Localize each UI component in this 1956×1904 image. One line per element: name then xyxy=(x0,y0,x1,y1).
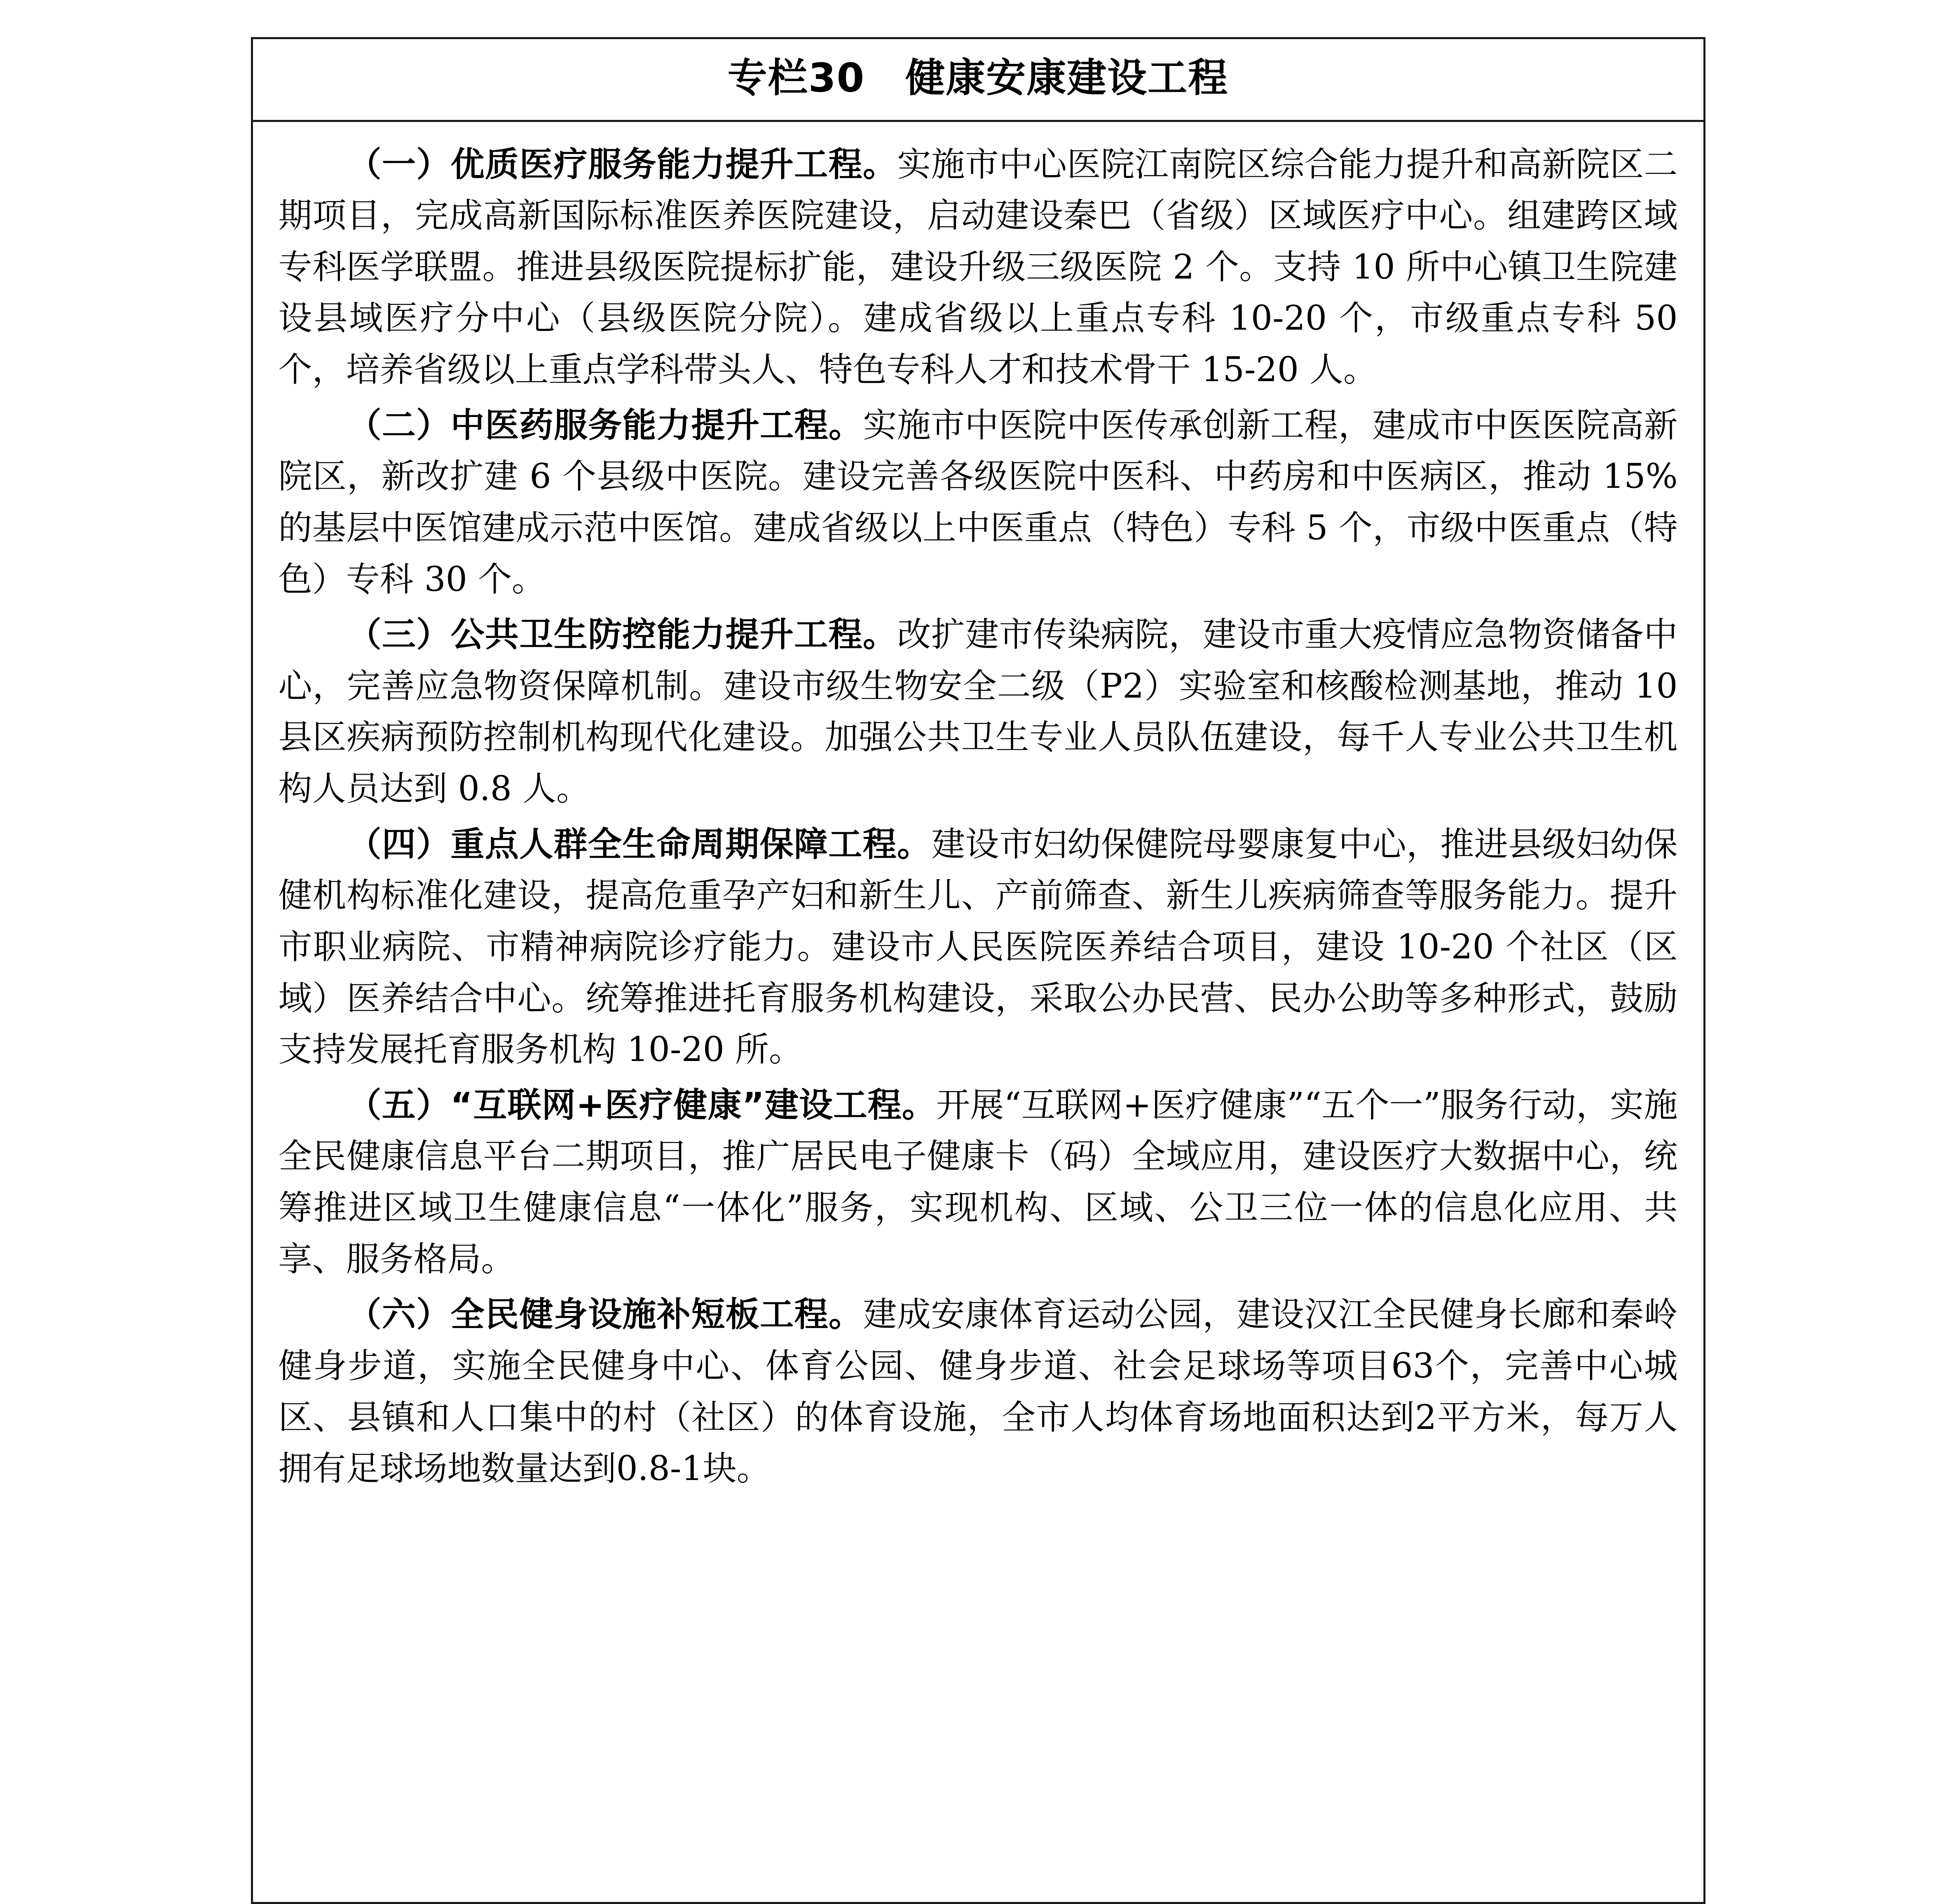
feature-box xyxy=(251,37,1705,1904)
paragraph-item xyxy=(279,1289,1678,1495)
paragraph-text: 实施市中心医院江南院区综合能力提升和高新院区二期项目，完成高新国际标准医养医院建设，启动建设秦巴（省级）区域医疗中心。组建跨区域专科医学联盟。推进县级医院提标扩能，建设升级三级医院 2 个。支持 10 所中心镇卫生院建设县域医疗分中心（县级医院分院）。建成省级以上重点专科 10-20 个，市级重点专科 50 个，培养省级以上重点学科带头人、特色专科人才和技术骨干 15-20 人。 xyxy=(278,145,1678,390)
paragraph-item xyxy=(279,609,1678,815)
paragraph-text: 开展“互联网+医疗健康”“五个一”服务行动，实施全民健康信息平台二期项目，推广居民电子健康卡（码）全域应用，建设医疗大数据中心，统筹推进区域卫生健康信息“一体化”服务，实现机构、区域、公卫三位一体的信息化应用、共享、服务格局。 xyxy=(278,1085,1678,1279)
paragraph-text: 建成安康体育运动公园，建设汉江全民健身长廊和秦岭健身步道，实施全民健身中心、体育公园、健身步道、社会足球场等项目63个，完善中心城区、县镇和人口集中的村（社区）的体育设施，全市人均体育场地面积达到2平方米，每万人拥有足球场地数量达到0.8-1块。 xyxy=(278,1295,1678,1489)
paragraph-item xyxy=(279,819,1678,1076)
paragraph-item xyxy=(279,1080,1678,1286)
feature-box-body xyxy=(253,122,1703,1516)
feature-box-title: 专栏30 健康安康建设工程 xyxy=(253,39,1703,122)
paragraph-lead: （六）全民健身设施补短板工程。 xyxy=(347,1295,863,1335)
paragraph-item xyxy=(279,400,1678,606)
paragraph-text: 改扩建市传染病院，建设市重大疫情应急物资储备中心，完善应急物资保障机制。建设市级生物安全二级（P2）实验室和核酸检测基地，推动 10 县区疾病预防控制机构现代化建设。加强公共卫生专业人员队伍建设，每千人专业公共卫生机构人员达到 0.8 人。 xyxy=(278,615,1678,809)
paragraph-lead: （三）公共卫生防控能力提升工程。 xyxy=(347,615,897,655)
paragraph-text: 实施市中医院中医传承创新工程，建成市中医医院高新院区，新改扩建 6 个县级中医院。建设完善各级医院中医科、中药房和中医病区，推动 15%的基层中医馆建成示范中医馆。建成省级以上中医重点（特色）专科 5 个，市级中医重点（特色）专科 30 个。 xyxy=(278,405,1678,599)
paragraph-lead: （二）中医药服务能力提升工程。 xyxy=(347,405,863,445)
paragraph-lead: （一）优质医疗服务能力提升工程。 xyxy=(347,145,897,184)
paragraph-text: 建设市妇幼保健院母婴康复中心，推进县级妇幼保健机构标准化建设，提高危重孕产妇和新生儿、产前筛查、新生儿疾病筛查等服务能力。提升市职业病院、市精神病院诊疗能力。建设市人民医院医养结合项目，建设 10-20 个社区（区域）医养结合中心。统筹推进托育服务机构建设，采取公办民营、民办公助等多种形式，鼓励支持发展托育服务机构 10-20 所。 xyxy=(278,824,1678,1070)
paragraph-item xyxy=(279,139,1678,396)
paragraph-lead: （五）“互联网+医疗健康”建设工程。 xyxy=(347,1085,937,1125)
paragraph-lead: （四）重点人群全生命周期保障工程。 xyxy=(347,824,932,864)
